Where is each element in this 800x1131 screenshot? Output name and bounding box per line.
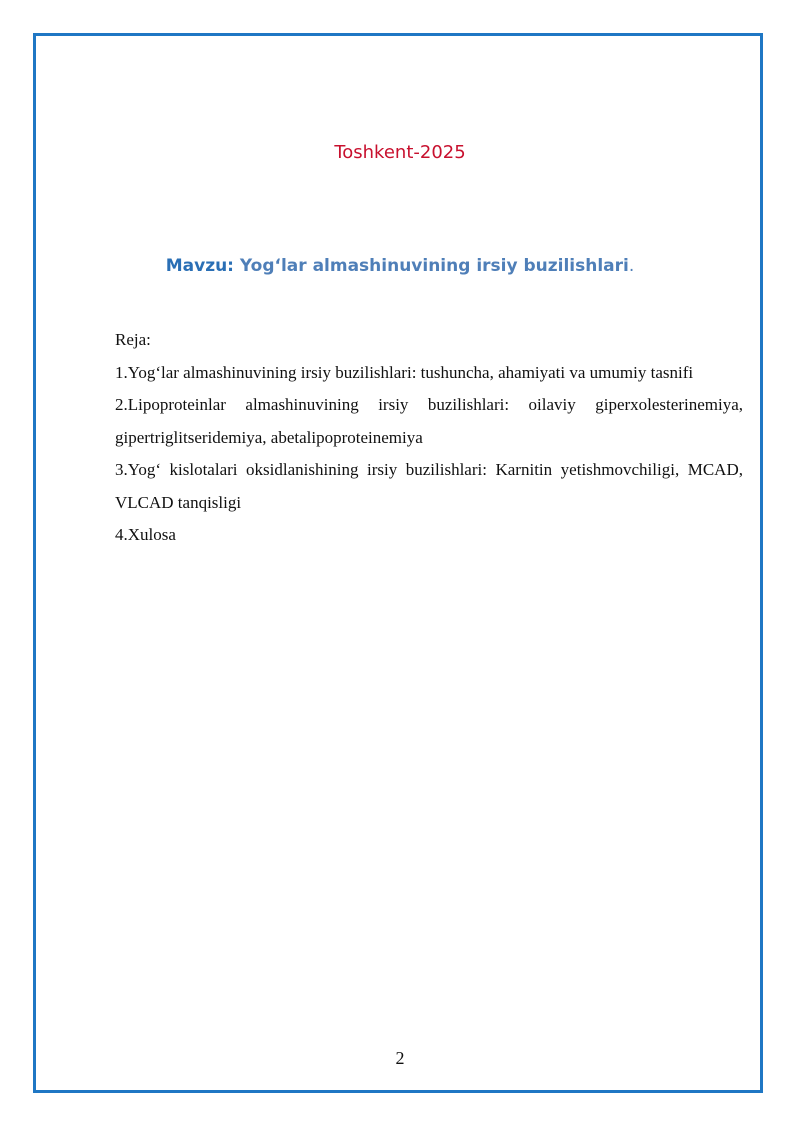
topic-period: . <box>628 256 635 276</box>
plan-item-2: 2.Lipoproteinlar almashinuvining irsiy buzilishlari: oilaviy giperxolesterinemiya, gipertriglitseridemiya, abetalipoproteinemiya <box>115 395 743 447</box>
page-number: 2 <box>395 1048 405 1068</box>
plan-section <box>115 324 743 552</box>
topic-label: Mavzu: <box>165 256 234 276</box>
plan-item-1: 1.Yog‘lar almashinuvining irsiy buzilishlari: tushuncha, ahamiyati va umumiy tasnifi <box>115 362 694 382</box>
city-year-caption: Toshkent-2025 <box>334 142 466 163</box>
topic-heading <box>0 256 800 276</box>
topic-title: Yog‘lar almashinuvining irsiy buzilishlari <box>239 256 629 276</box>
plan-item-3: 3.Yog‘ kislotalari oksidlanishining irsiy buzilishlari: Karnitin yetishmovchiligi, MCAD, VLCAD tanqisligi <box>115 460 743 512</box>
plan-item-4: 4.Xulosa <box>115 525 176 544</box>
plan-heading: Reja: <box>115 330 151 349</box>
page-border-frame <box>33 33 763 1093</box>
